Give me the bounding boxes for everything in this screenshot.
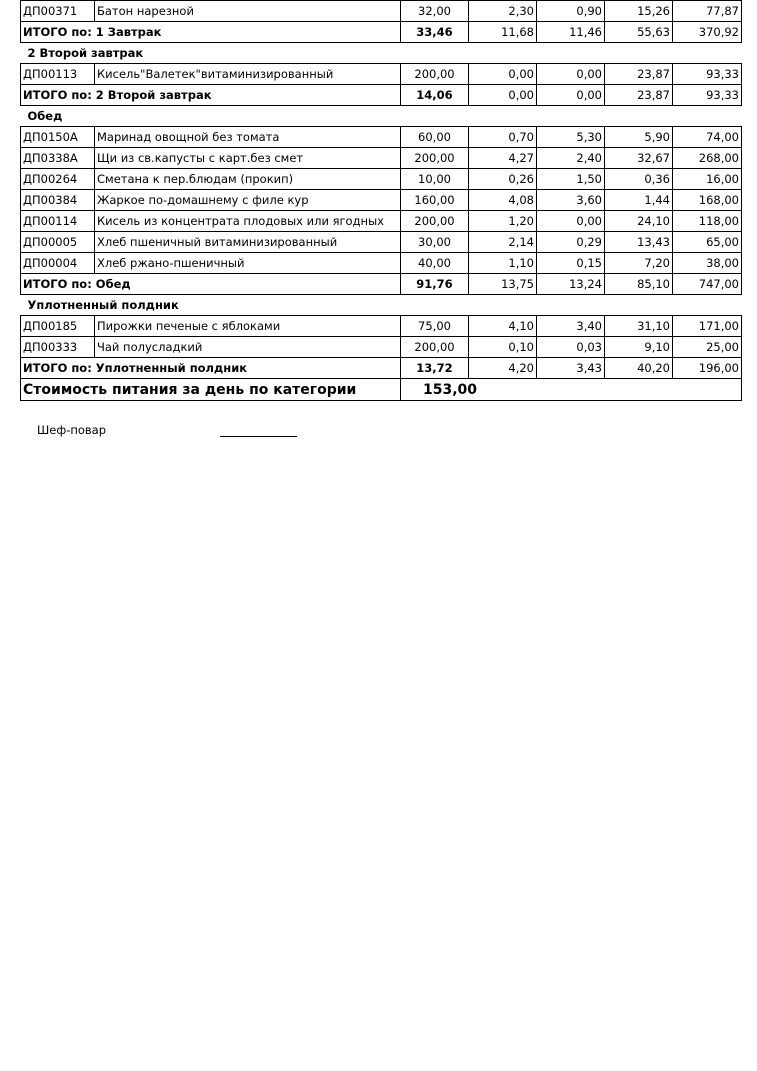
subtotal-label: ИТОГО по: 2 Второй завтрак	[21, 85, 401, 106]
subtotal-cost: 33,46	[401, 22, 469, 43]
dish-kcal: 16,00	[673, 169, 742, 190]
subtotal-row	[21, 85, 742, 106]
table-row	[21, 169, 742, 190]
dish-protein: 0,26	[469, 169, 537, 190]
dish-kcal: 268,00	[673, 148, 742, 169]
dish-weight: 200,00	[401, 211, 469, 232]
subtotal-kcal: 747,00	[673, 274, 742, 295]
dish-name: Кисель из концентрата плодовых или ягодных	[95, 211, 401, 232]
dish-protein: 0,00	[469, 64, 537, 85]
subtotal-carbs: 23,87	[605, 85, 673, 106]
section-header	[21, 295, 742, 316]
table-row	[21, 253, 742, 274]
dish-kcal: 38,00	[673, 253, 742, 274]
dish-fat: 1,50	[537, 169, 605, 190]
subtotal-kcal: 93,33	[673, 85, 742, 106]
dish-carbs: 1,44	[605, 190, 673, 211]
dish-protein: 0,10	[469, 337, 537, 358]
dish-weight: 30,00	[401, 232, 469, 253]
dish-weight: 75,00	[401, 316, 469, 337]
table-row	[21, 148, 742, 169]
table-row	[21, 316, 742, 337]
dish-carbs: 23,87	[605, 64, 673, 85]
dish-name: Щи из св.капусты с карт.без смет	[95, 148, 401, 169]
dish-weight: 40,00	[401, 253, 469, 274]
dish-code: ДП0338А	[21, 148, 95, 169]
dish-fat: 5,30	[537, 127, 605, 148]
subtotal-protein: 11,68	[469, 22, 537, 43]
dish-carbs: 24,10	[605, 211, 673, 232]
dish-protein: 1,20	[469, 211, 537, 232]
dish-code: ДП00384	[21, 190, 95, 211]
subtotal-label: ИТОГО по: Уплотненный полдник	[21, 358, 401, 379]
grand-total-row	[21, 379, 742, 401]
dish-kcal: 168,00	[673, 190, 742, 211]
subtotal-row	[21, 274, 742, 295]
dish-name: Хлеб ржано-пшеничный	[95, 253, 401, 274]
dish-weight: 10,00	[401, 169, 469, 190]
subtotal-kcal: 370,92	[673, 22, 742, 43]
dish-code: ДП00005	[21, 232, 95, 253]
section-header	[21, 43, 742, 64]
dish-kcal: 118,00	[673, 211, 742, 232]
subtotal-protein: 13,75	[469, 274, 537, 295]
dish-code: ДП00333	[21, 337, 95, 358]
dish-code: ДП00113	[21, 64, 95, 85]
section-title: Обед	[27, 109, 63, 123]
table-row	[21, 64, 742, 85]
signature-line	[220, 436, 297, 437]
dish-code: ДП00185	[21, 316, 95, 337]
subtotal-protein: 4,20	[469, 358, 537, 379]
dish-code: ДП0150А	[21, 127, 95, 148]
dish-carbs: 5,90	[605, 127, 673, 148]
dish-kcal: 74,00	[673, 127, 742, 148]
table-row	[21, 232, 742, 253]
subtotal-fat: 13,24	[537, 274, 605, 295]
dish-name: Чай полусладкий	[95, 337, 401, 358]
dish-fat: 0,29	[537, 232, 605, 253]
dish-weight: 200,00	[401, 148, 469, 169]
dish-kcal: 25,00	[673, 337, 742, 358]
dish-fat: 0,00	[537, 211, 605, 232]
dish-carbs: 15,26	[605, 1, 673, 22]
subtotal-label: ИТОГО по: Обед	[21, 274, 401, 295]
section-title: 2 Второй завтрак	[27, 46, 144, 60]
subtotal-cost: 13,72	[401, 358, 469, 379]
dish-fat: 3,60	[537, 190, 605, 211]
subtotal-carbs: 55,63	[605, 22, 673, 43]
subtotal-row	[21, 22, 742, 43]
dish-weight: 200,00	[401, 337, 469, 358]
dish-fat: 2,40	[537, 148, 605, 169]
dish-weight: 200,00	[401, 64, 469, 85]
dish-kcal: 93,33	[673, 64, 742, 85]
dish-fat: 0,03	[537, 337, 605, 358]
dish-protein: 4,08	[469, 190, 537, 211]
table-row	[21, 211, 742, 232]
dish-protein: 4,27	[469, 148, 537, 169]
dish-fat: 0,90	[537, 1, 605, 22]
dish-name: Сметана к пер.блюдам (прокип)	[95, 169, 401, 190]
dish-code: ДП00264	[21, 169, 95, 190]
dish-weight: 160,00	[401, 190, 469, 211]
subtotal-fat: 0,00	[537, 85, 605, 106]
dish-name: Кисель"Валетек"витаминизированный	[95, 64, 401, 85]
dish-code: ДП00114	[21, 211, 95, 232]
table-row	[21, 190, 742, 211]
dish-protein: 2,14	[469, 232, 537, 253]
subtotal-cost: 91,76	[401, 274, 469, 295]
dish-name: Маринад овощной без томата	[95, 127, 401, 148]
subtotal-protein: 0,00	[469, 85, 537, 106]
subtotal-carbs: 40,20	[605, 358, 673, 379]
dish-fat: 0,15	[537, 253, 605, 274]
dish-fat: 3,40	[537, 316, 605, 337]
dish-name: Хлеб пшеничный витаминизированный	[95, 232, 401, 253]
dish-kcal: 77,87	[673, 1, 742, 22]
table-row	[21, 1, 742, 22]
subtotal-fat: 11,46	[537, 22, 605, 43]
dish-protein: 1,10	[469, 253, 537, 274]
dish-name: Пирожки печеные с яблоками	[95, 316, 401, 337]
dish-carbs: 31,10	[605, 316, 673, 337]
section-title: Уплотненный полдник	[27, 298, 179, 312]
dish-protein: 2,30	[469, 1, 537, 22]
section-header	[21, 106, 742, 127]
dish-carbs: 32,67	[605, 148, 673, 169]
dish-protein: 4,10	[469, 316, 537, 337]
dish-protein: 0,70	[469, 127, 537, 148]
dish-weight: 32,00	[401, 1, 469, 22]
subtotal-carbs: 85,10	[605, 274, 673, 295]
dish-fat: 0,00	[537, 64, 605, 85]
dish-carbs: 7,20	[605, 253, 673, 274]
subtotal-cost: 14,06	[401, 85, 469, 106]
grand-total-value: 153,00	[401, 379, 742, 401]
subtotal-kcal: 196,00	[673, 358, 742, 379]
dish-carbs: 0,36	[605, 169, 673, 190]
signature-label: Шеф-повар	[37, 423, 107, 437]
dish-kcal: 171,00	[673, 316, 742, 337]
dish-name: Жаркое по-домашнему с филе кур	[95, 190, 401, 211]
dish-carbs: 9,10	[605, 337, 673, 358]
subtotal-label: ИТОГО по: 1 Завтрак	[21, 22, 401, 43]
dish-carbs: 13,43	[605, 232, 673, 253]
dish-code: ДП00371	[21, 1, 95, 22]
menu-table	[20, 0, 742, 401]
table-row	[21, 337, 742, 358]
subtotal-row	[21, 358, 742, 379]
dish-kcal: 65,00	[673, 232, 742, 253]
table-row	[21, 127, 742, 148]
subtotal-fat: 3,43	[537, 358, 605, 379]
dish-name: Батон нарезной	[95, 1, 401, 22]
grand-total-label: Стоимость питания за день по категории	[21, 379, 401, 401]
dish-weight: 60,00	[401, 127, 469, 148]
dish-code: ДП00004	[21, 253, 95, 274]
